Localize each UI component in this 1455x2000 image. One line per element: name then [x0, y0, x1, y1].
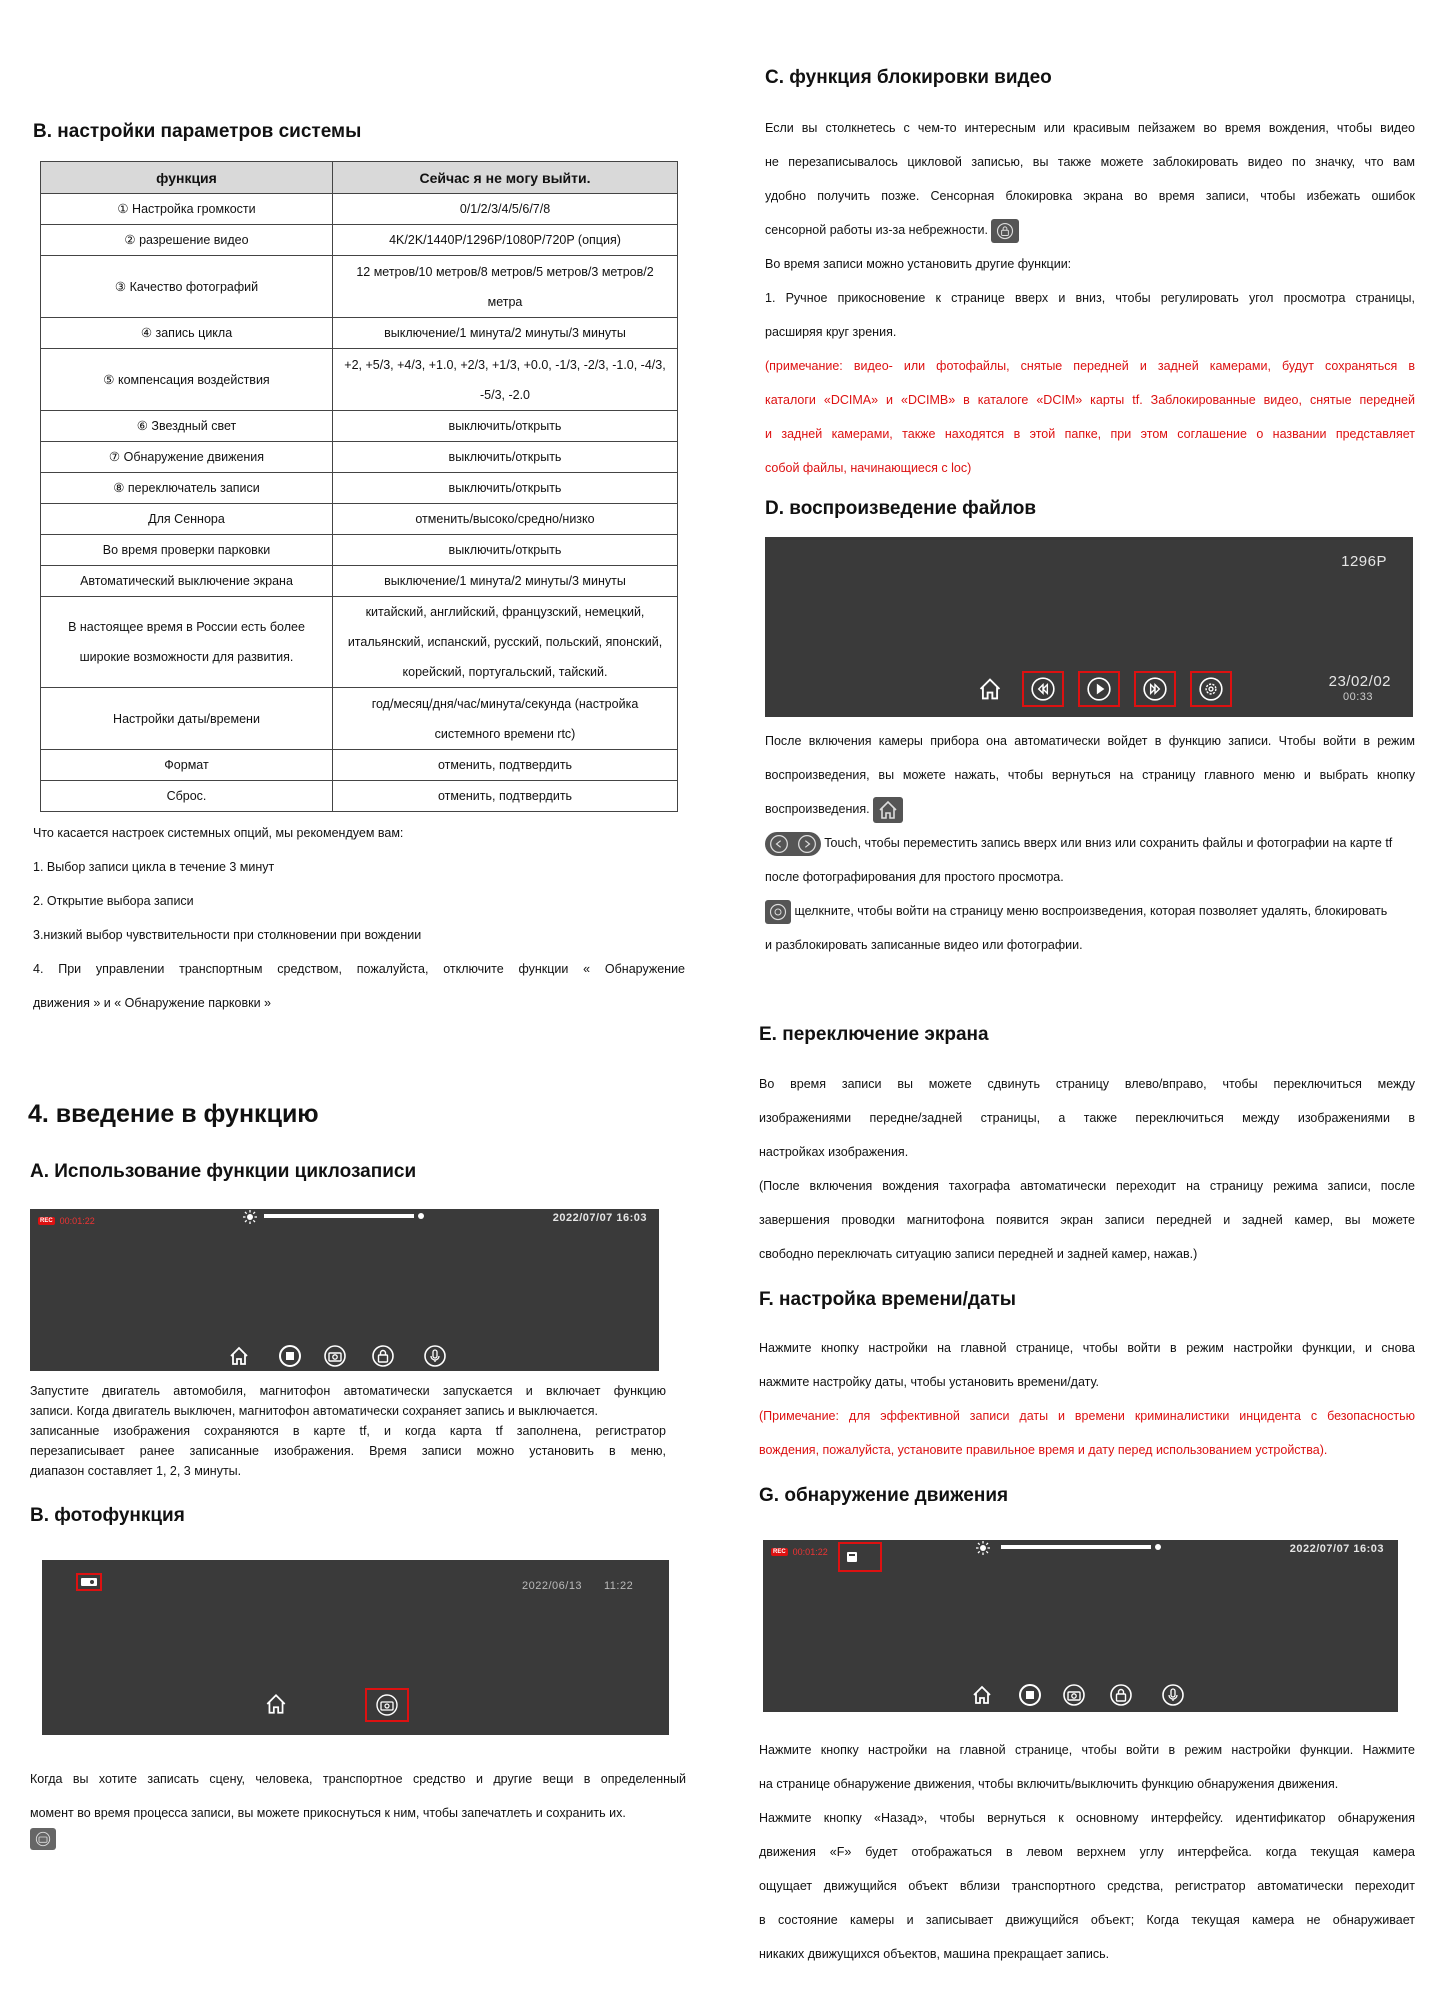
paragraph-line: Нажмите кнопку настройки на главной странице, чтобы войти в режим настройки функции. Нажмите [759, 1743, 1415, 1757]
setting-name: ⑧ переключатель записи [41, 473, 333, 504]
photo-time: 11:22 [604, 1580, 634, 1592]
screen-datetime: 2022/07/07 16:03 [1289, 1543, 1384, 1555]
table-row [41, 411, 678, 442]
recommend-item: 1. Выбор записи цикла в течение 3 минут [33, 860, 275, 874]
settings-button[interactable] [1190, 671, 1232, 707]
section-a-title: A. Использование функции циклозаписи [30, 1161, 417, 1182]
paragraph-line: удобно получить позже. Сенсорная блокировка экрана во время записи, чтобы избежать ошибок [765, 189, 1415, 203]
paragraph-line: на странице обнаружение движения, чтобы включить/выключить функцию обнаружения движения. [759, 1777, 1339, 1791]
table-header-function: функция [41, 162, 333, 194]
lock-icon[interactable] [1108, 1682, 1134, 1708]
stop-record-icon[interactable] [277, 1343, 303, 1369]
photo-date: 2022/06/13 [522, 1580, 583, 1592]
rec-indicator [38, 1216, 95, 1226]
setting-name: ⑥ Звездный свет [41, 411, 333, 442]
section-4-title: 4. введение в функцию [28, 1100, 319, 1128]
paragraph-line: настройках изображения. [759, 1145, 909, 1159]
photo-screen [42, 1560, 669, 1735]
setting-name: Сброс. [41, 781, 333, 812]
rec-badge: REC [40, 1218, 53, 1224]
paragraph-line [765, 792, 1415, 826]
note-line: собой файлы, начинающиеся с loc) [765, 461, 972, 475]
setting-name: Во время проверки парковки [41, 535, 333, 566]
note-line: вождения, пожалуйста, установите правильное время и дату перед использованием устройства). [759, 1443, 1328, 1457]
setting-name: ④ запись цикла [41, 318, 333, 349]
recommend-intro: Что касается настроек системных опций, мы рекомендуем вам: [33, 826, 404, 840]
lock-icon [991, 219, 1019, 243]
setting-value: выключить/открыть [333, 535, 678, 566]
recommend-item: 3.низкий выбор чувствительности при столкновении при вождении [33, 928, 422, 942]
photo-mode-icon [76, 1573, 102, 1591]
setting-value: выключить/открыть [333, 442, 678, 473]
section-e-title: E. переключение экрана [759, 1024, 989, 1045]
paragraph-line: расширяя круг зрения. [765, 325, 897, 339]
setting-value: 4K/2K/1440P/1296P/1080P/720P (опция) [333, 225, 678, 256]
note-line: (Примечание: для эффективной записи даты и времени криминалистики инцидента с безопасностью [759, 1409, 1415, 1423]
table-row [41, 750, 678, 781]
playback-screen [765, 537, 1413, 717]
note-line: каталоги «DCIMA» и «DCIMB» в каталоге «DCIM» карты tf. Заблокированные видео, снятые передней [765, 393, 1415, 407]
section-c-title: C. функция блокировки видео [765, 67, 1052, 88]
section-g-title: G. обнаружение движения [759, 1485, 1009, 1506]
setting-name: В настоящее время в России есть более широкие возможности для развития. [41, 597, 333, 688]
note-line: (примечание: видео- или фотофайлы, снятые передней и задней камерами, будут сохраняться в [765, 359, 1415, 373]
stop-record-icon[interactable] [1017, 1682, 1043, 1708]
rec-time: 00:01:22 [792, 1547, 828, 1557]
setting-name: Формат [41, 750, 333, 781]
paragraph-text: воспроизведения. [765, 802, 870, 816]
brightness-slider[interactable] [1001, 1545, 1151, 1549]
home-icon[interactable] [969, 1682, 995, 1708]
setting-name: Настройки даты/времени [41, 688, 333, 750]
brightness-slider-handle[interactable] [418, 1213, 424, 1219]
setting-value: отменить/высоко/средно/низко [333, 504, 678, 535]
table-row [41, 504, 678, 535]
rec-indicator [771, 1547, 828, 1557]
capture-icon-inline [30, 1828, 56, 1850]
paragraph-line: ощущает движущийся объект вблизи транспортного средства, регистратор автоматически переходит [759, 1879, 1415, 1893]
setting-value: выключить/открыть [333, 473, 678, 504]
paragraph-line: и разблокировать записанные видео или фотографии. [765, 938, 1083, 952]
playback-resolution: 1296P [1341, 553, 1387, 570]
section-a-text [30, 1381, 666, 1481]
brightness-slider[interactable] [264, 1214, 414, 1218]
camera-icon[interactable] [322, 1343, 348, 1369]
section-b-settings-title: B. настройки параметров системы [33, 121, 362, 142]
paragraph-line [765, 213, 1415, 247]
paragraph-line [765, 826, 1415, 860]
section-f-title: F. настройка времени/даты [759, 1289, 1017, 1310]
setting-value: год/месяц/дня/час/минута/секунда (настройка системного времени rtc) [333, 688, 678, 750]
table-row [41, 566, 678, 597]
play-button[interactable] [1078, 671, 1120, 707]
microphone-icon[interactable] [1160, 1682, 1186, 1708]
setting-value: +2, +5/3, +4/3, +1.0, +2/3, +1/3, +0.0, -1/3, -2/3, -1.0, -4/3, -5/3, -2.0 [333, 349, 678, 411]
setting-name: ⑤ компенсация воздействия [41, 349, 333, 411]
paragraph-line: не перезаписывалось цикловой записью, вы также можете заблокировать видео по значку, что вам [765, 155, 1415, 169]
playback-time: 00:33 [1342, 691, 1373, 703]
paragraph-line: Когда вы хотите записать сцену, человека, транспортное средство и другие вещи в определенный [30, 1772, 686, 1786]
section-d-title: D. воспроизведение файлов [765, 498, 1037, 519]
settings-icon [765, 900, 791, 924]
setting-name: ① Настройка громкости [41, 194, 333, 225]
paragraph-line: Если вы столкнетесь с чем-то интересным или красивым пейзажем во время вождения, чтобы видео [765, 121, 1415, 135]
paragraph-line: изображениями передне/задней страницы, а также переключиться между изображениями в [759, 1111, 1415, 1125]
paragraph-line: Во время записи вы можете сдвинуть страницу влево/вправо, чтобы переключиться между [759, 1077, 1415, 1091]
paragraph-line: Нажмите кнопку настройки на главной странице, чтобы войти в режим настройки функции, и снова [759, 1341, 1415, 1355]
table-row [41, 688, 678, 750]
settings-table [40, 161, 678, 812]
home-icon[interactable] [226, 1343, 252, 1369]
setting-value: выключить/открыть [333, 411, 678, 442]
note-line: и задней камерами, также находятся в этой папке, при этом соглашение о названии представляет [765, 427, 1415, 441]
lock-icon[interactable] [370, 1343, 396, 1369]
section-b-photo-title: B. фотофункция [30, 1505, 185, 1526]
setting-value: китайский, английский, французский, немецкий, итальянский, испанский, русский, польский, японский, корейский, португальский, тайский. [333, 597, 678, 688]
home-icon[interactable] [975, 674, 1005, 704]
table-header-row [41, 162, 678, 194]
setting-name: Для Сеннора [41, 504, 333, 535]
setting-value: выключение/1 минута/2 минуты/3 минуты [333, 318, 678, 349]
setting-name: Автоматический выключение экрана [41, 566, 333, 597]
section-g-text [759, 1733, 1415, 1971]
prev-next-icon [765, 832, 821, 856]
paragraph-line: в состояние камеры и записывает движущийся объект; Когда текущая камера не обнаруживает [759, 1913, 1415, 1927]
recommend-item: движения » и « Обнаружение парковки » [33, 996, 271, 1010]
capture-photo-button[interactable] [365, 1688, 409, 1722]
paragraph-line: диапазон составляет 1, 2, 3 минуты. [30, 1464, 242, 1478]
previous-button[interactable] [1022, 671, 1064, 707]
section-d-text [765, 724, 1415, 962]
microphone-icon[interactable] [422, 1343, 448, 1369]
paragraph-line: завершения проводки магнитофона появится экран записи передней и задней камер, вы можете [759, 1213, 1415, 1227]
paragraph-line: Запустите двигатель автомобиля, магнитофон автоматически запускается и включает функцию [30, 1384, 666, 1398]
paragraph-line: момент во время процесса записи, вы можете прикоснуться к ним, чтобы запечатлеть и сохранить их. [30, 1806, 626, 1820]
rec-time: 00:01:22 [59, 1216, 95, 1226]
playback-date: 23/02/02 [1328, 673, 1391, 690]
section-c-text [765, 111, 1415, 485]
table-row [41, 535, 678, 566]
table-row [41, 318, 678, 349]
setting-name: ⑦ Обнаружение движения [41, 442, 333, 473]
paragraph-line: никаких движущихся объектов, машина прекращает запись. [759, 1947, 1110, 1961]
paragraph-line [765, 894, 1415, 928]
setting-value: 12 метров/10 метров/8 метров/5 метров/3 метров/2 метра [333, 256, 678, 318]
section-e-text [759, 1067, 1415, 1271]
motion-detection-screen [763, 1540, 1398, 1712]
paragraph-line: после фотографирования для простого просмотра. [765, 870, 1064, 884]
paragraph-line: записанные изображения сохраняются в карте tf, и когда карта tf заполнена, регистратор [30, 1424, 666, 1438]
rec-badge: REC [773, 1549, 786, 1555]
recommendations [33, 816, 685, 1020]
screen-datetime: 2022/07/07 16:03 [552, 1212, 647, 1224]
table-row [41, 194, 678, 225]
setting-value: выключение/1 минута/2 минуты/3 минуты [333, 566, 678, 597]
paragraph-line: Во время записи можно установить другие функции: [765, 257, 1072, 271]
table-row [41, 349, 678, 411]
paragraph-line: 1. Ручное прикосновение к странице вверх и вниз, чтобы регулировать угол просмотра страницы, [765, 291, 1415, 305]
table-row [41, 597, 678, 688]
paragraph-line: После включения камеры прибора она автоматически войдет в функцию записи. Чтобы войти в режим [765, 734, 1415, 748]
paragraph-text: сенсорной работы из-за небрежности. [765, 223, 988, 237]
setting-name: ③ Качество фотографий [41, 256, 333, 318]
brightness-icon[interactable] [975, 1540, 991, 1556]
paragraph-line: движения «F» будет отображаться в левом верхнем углу интерфейса. когда текущая камера [759, 1845, 1415, 1859]
paragraph-text: щелкните, чтобы войти на страницу меню воспроизведения, которая позволяет удалять, блокировать [794, 904, 1388, 918]
table-row [41, 473, 678, 504]
recommend-item: 4. При управлении транспортным средством, пожалуйста, отключите функции « Обнаружение [33, 962, 685, 976]
table-row [41, 256, 678, 318]
setting-name: ② разрешение видео [41, 225, 333, 256]
table-row [41, 225, 678, 256]
setting-value: отменить, подтвердить [333, 750, 678, 781]
paragraph-line: записи. Когда двигатель выключен, магнитофон автоматически сохраняет запись и выключается. [30, 1404, 598, 1418]
setting-value: отменить, подтвердить [333, 781, 678, 812]
motion-detection-indicator-icon [838, 1542, 882, 1572]
brightness-icon[interactable] [242, 1209, 258, 1225]
paragraph-line: перезаписывает ранее записанные изображения. Время записи можно установить в меню, [30, 1444, 666, 1458]
paragraph-line: воспроизведения, вы можете нажать, чтобы вернуться на страницу главного меню и выбрать кнопку [765, 768, 1415, 782]
section-b-photo-text [30, 1762, 686, 1830]
camera-icon[interactable] [1061, 1682, 1087, 1708]
section-f-text [759, 1331, 1415, 1467]
home-icon[interactable] [263, 1691, 289, 1717]
home-icon [873, 797, 903, 823]
brightness-slider-handle[interactable] [1155, 1544, 1161, 1550]
paragraph-line: Нажмите кнопку «Назад», чтобы вернуться к основному интерфейсу. идентификатор обнаружения [759, 1811, 1415, 1825]
next-button[interactable] [1134, 671, 1176, 707]
paragraph-line: нажмите настройку даты, чтобы установить времени/дату. [759, 1375, 1099, 1389]
paragraph-line: (После включения вождения тахографа автоматически переходит на страницу режима записи, после [759, 1179, 1415, 1193]
paragraph-line: свободно переключать ситуацию записи передней и задней камер, нажав.) [759, 1247, 1198, 1261]
setting-value: 0/1/2/3/4/5/6/7/8 [333, 194, 678, 225]
table-row [41, 781, 678, 812]
loop-recording-screen [30, 1209, 659, 1371]
recommend-item: 2. Открытие выбора записи [33, 894, 194, 908]
paragraph-text: Touch, чтобы переместить запись вверх или вниз или сохранить файлы и фотографии на карте tf [824, 836, 1393, 850]
table-header-values: Сейчас я не могу выйти. [333, 162, 678, 194]
table-row [41, 442, 678, 473]
